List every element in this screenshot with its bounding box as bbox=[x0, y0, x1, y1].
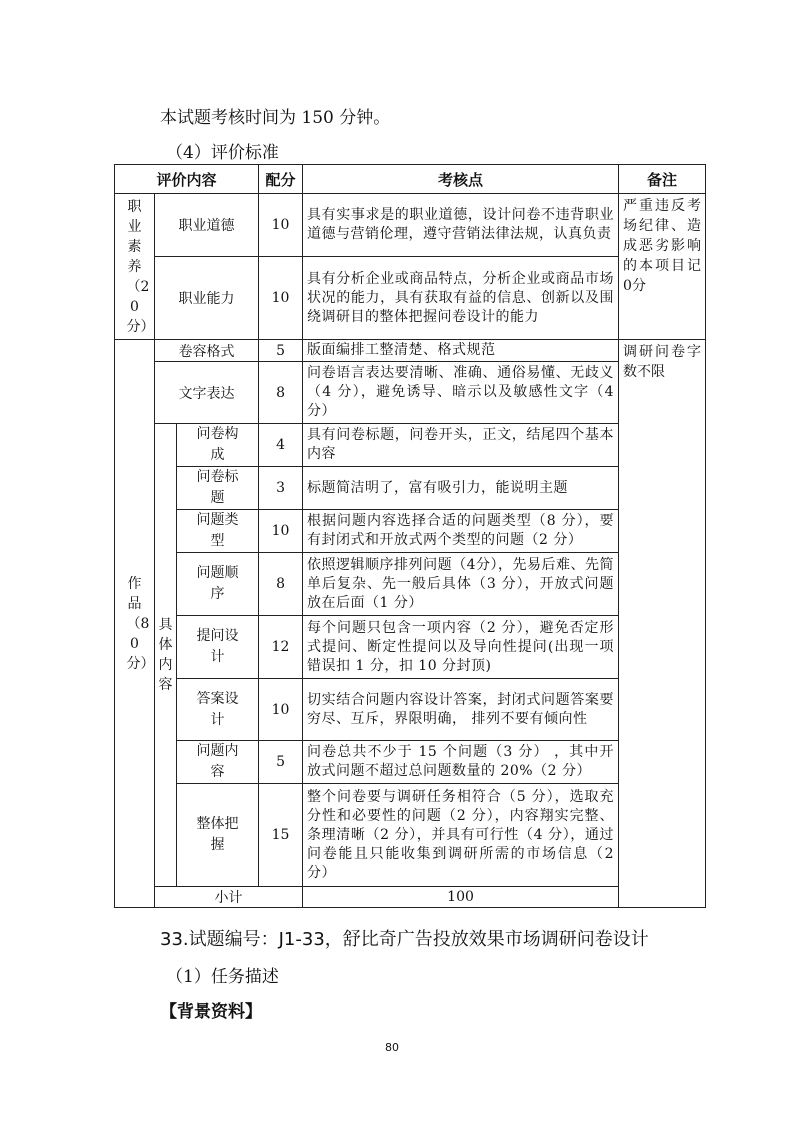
row-item bbox=[177, 679, 259, 741]
row-desc: 整个问卷要与调研任务相符合（5 分），选取充分性和必要性的问题（2 分），内容翔实完整、条理清晰（2 分），并具有可行性（4 分），通过问卷能且只能收集到调研所需的市场信息（2 分） bbox=[303, 784, 619, 887]
row-item bbox=[177, 741, 259, 784]
row-desc: 每个问题只包含一项内容（2 分），避免否定形式提问、断定性提问以及导向性提问(出现一项错误扣 1 分，扣 10 分封顶) bbox=[303, 616, 619, 679]
row-desc: 根据问题内容选择合适的问题类型（8 分），要有封闭式和开放式两个类型的问题（2 分） bbox=[303, 510, 619, 553]
table-row bbox=[115, 553, 706, 616]
row-desc: 标题简洁明了，富有吸引力，能说明主题 bbox=[303, 467, 619, 510]
row-item bbox=[177, 424, 259, 467]
header-points: 考核点 bbox=[303, 165, 619, 194]
table-row bbox=[115, 616, 706, 679]
row-score: 8 bbox=[259, 362, 303, 424]
table-row bbox=[115, 679, 706, 741]
row-item: 职业能力 bbox=[155, 257, 259, 340]
row-desc: 依照逻辑顺序排列问题（4分），先易后难、先简单后复杂、先一般后具体（3 分），开放式问题放在后面（1 分） bbox=[303, 553, 619, 616]
header-score: 配分 bbox=[259, 165, 303, 194]
row-item-text: 提问设计 bbox=[196, 628, 239, 665]
group-label-text: 作品（80分） bbox=[126, 575, 155, 672]
row-item-text: 问卷标题 bbox=[196, 469, 239, 506]
header-content: 评价内容 bbox=[115, 165, 259, 194]
row-desc: 版面编排工整清楚、格式规范 bbox=[303, 340, 619, 362]
row-item-text: 问题内容 bbox=[196, 743, 239, 780]
subtotal-label: 小计 bbox=[155, 887, 303, 908]
table-header-row bbox=[115, 165, 706, 194]
row-score: 5 bbox=[259, 741, 303, 784]
row-item bbox=[177, 510, 259, 553]
row-score: 15 bbox=[259, 784, 303, 887]
group-label bbox=[115, 194, 155, 340]
group-label bbox=[115, 340, 155, 908]
row-item-text: 答案设计 bbox=[196, 690, 239, 728]
row-score: 8 bbox=[259, 553, 303, 616]
group-note: 调研问卷字数不限 bbox=[619, 340, 706, 908]
table-row bbox=[115, 340, 706, 362]
row-score: 4 bbox=[259, 424, 303, 467]
row-item-text: 整体把握 bbox=[196, 816, 239, 853]
sub-group-label bbox=[155, 424, 177, 887]
group-note: 严重违反考场纪律、造成恶劣影响的本项目记0分 bbox=[619, 194, 706, 340]
row-desc: 问卷语言表达要清晰、准确、通俗易懂、无歧义（4 分），避免诱导、暗示以及敏感性文字（4 分） bbox=[303, 362, 619, 424]
row-item bbox=[177, 553, 259, 616]
page-number: 80 bbox=[385, 1041, 399, 1054]
row-item bbox=[177, 784, 259, 887]
row-item bbox=[177, 467, 259, 510]
row-item: 卷容格式 bbox=[155, 340, 259, 362]
evaluation-table bbox=[114, 164, 706, 908]
table-row bbox=[115, 741, 706, 784]
row-desc: 问卷总共不少于 15 个问题（3 分） ，其中开放式问题不超过总问题数量的 20%（2 分） bbox=[303, 741, 619, 784]
table-row bbox=[115, 194, 706, 257]
exam-time-text: 本试题考核时间为 150 分钟。 bbox=[160, 108, 391, 128]
row-score: 10 bbox=[259, 194, 303, 257]
row-item: 文字表达 bbox=[155, 362, 259, 424]
row-item: 职业道德 bbox=[155, 194, 259, 257]
table-row bbox=[115, 467, 706, 510]
header-note: 备注 bbox=[619, 165, 706, 194]
sub-group-label-text: 具体内容 bbox=[158, 617, 173, 693]
subtotal-row bbox=[115, 887, 706, 908]
row-desc: 具有问卷标题，问卷开头，正文，结尾四个基本内容 bbox=[303, 424, 619, 467]
background-heading: 【背景资料】 bbox=[160, 1002, 262, 1022]
row-score: 10 bbox=[259, 679, 303, 741]
group-label-text: 职业素养（20分） bbox=[126, 198, 155, 335]
table-row bbox=[115, 257, 706, 340]
table-row bbox=[115, 362, 706, 424]
row-score: 5 bbox=[259, 340, 303, 362]
question-heading: 33.试题编号：J1-33，舒比奇广告投放效果市场调研问卷设计 bbox=[160, 929, 649, 950]
subtotal-score: 100 bbox=[303, 887, 619, 908]
table-row bbox=[115, 424, 706, 467]
row-score: 3 bbox=[259, 467, 303, 510]
task-heading: （1）任务描述 bbox=[166, 967, 279, 987]
row-desc: 切实结合问题内容设计答案，封闭式问题答案要穷尽、互斥，界限明确， 排列不要有倾向性 bbox=[303, 679, 619, 741]
row-score: 10 bbox=[259, 510, 303, 553]
row-score: 10 bbox=[259, 257, 303, 340]
row-item-text: 问卷构成 bbox=[196, 426, 239, 463]
table-row bbox=[115, 510, 706, 553]
table-row bbox=[115, 784, 706, 887]
row-desc: 具有实事求是的职业道德，设计问卷不违背职业道德与营销伦理，遵守营销法律法规，认真负责 bbox=[303, 194, 619, 257]
row-score: 12 bbox=[259, 616, 303, 679]
row-item-text: 问题顺序 bbox=[196, 565, 239, 602]
section-heading: （4）评价标准 bbox=[166, 143, 279, 163]
row-item bbox=[177, 616, 259, 679]
row-item-text: 问题类型 bbox=[196, 512, 239, 549]
row-desc: 具有分析企业或商品特点，分析企业或商品市场状况的能力，具有获取有益的信息、创新以及围绕调研目的整体把握问卷设计的能力 bbox=[303, 257, 619, 340]
